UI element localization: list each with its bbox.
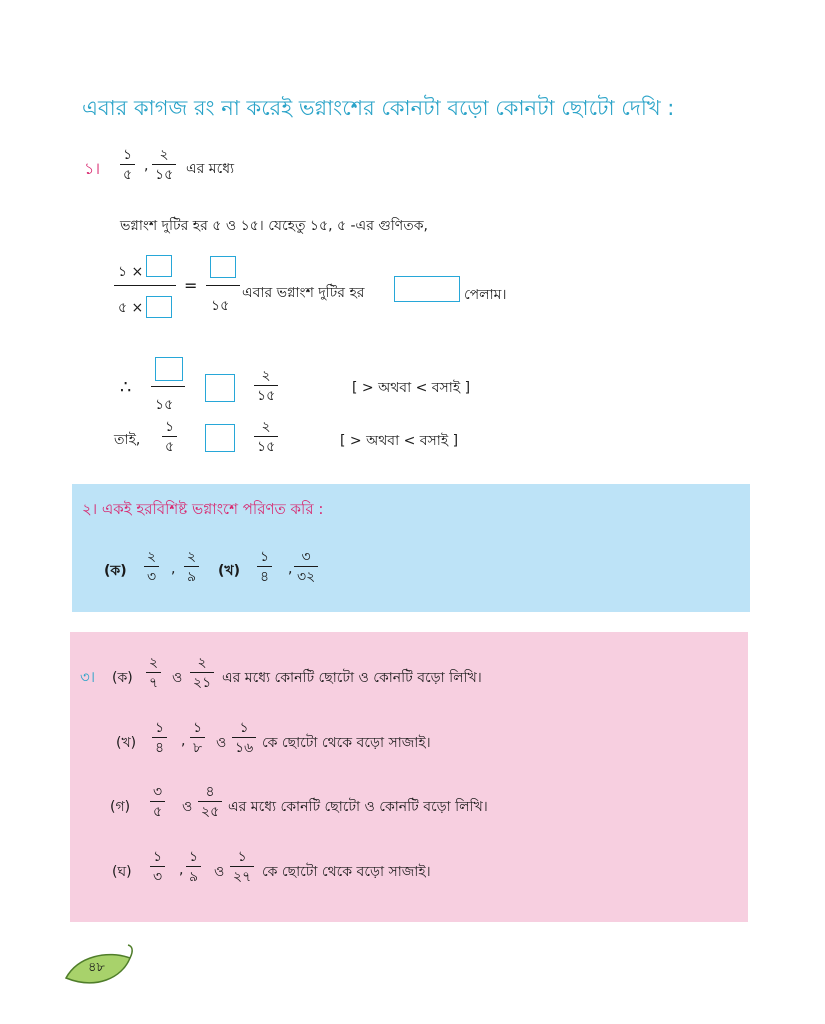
q3-label-ka: (ক) bbox=[112, 670, 133, 686]
comma: , bbox=[181, 733, 186, 749]
numerator: ১ bbox=[189, 849, 199, 865]
section-heading: এবার কাগজ রং না করেই ভগ্নাংশের কোনটা বড়ো কোনটা ছোটো দেখি : bbox=[82, 96, 675, 120]
and-text: ও bbox=[182, 799, 193, 815]
numerator-answer-box[interactable] bbox=[146, 255, 172, 277]
numerator: ১ bbox=[239, 720, 249, 736]
q1-fraction-1 bbox=[120, 148, 135, 182]
denominator: ৯ bbox=[186, 866, 201, 884]
denominator: ১৫ bbox=[152, 164, 176, 182]
denominator: ৮ bbox=[190, 737, 205, 755]
numerator: ২ bbox=[147, 549, 157, 565]
denominator: ২৭ bbox=[230, 866, 254, 884]
fraction-bar bbox=[114, 285, 176, 286]
q3-b-fraction-1 bbox=[152, 721, 167, 755]
instruction-bracket-1: [ > অথবা < বসাই ] bbox=[352, 380, 471, 396]
and-text: ও bbox=[216, 735, 227, 751]
q3-d-fraction-1 bbox=[150, 850, 165, 884]
q3-c-fraction-1 bbox=[150, 785, 165, 819]
numerator: ২ bbox=[187, 549, 197, 565]
q1-among-text: এর মধ্যে bbox=[186, 161, 235, 177]
mult-denominator: ৫ × bbox=[118, 300, 144, 316]
equals-sign: = bbox=[184, 276, 198, 295]
numerator: ১ bbox=[123, 147, 133, 163]
q2-a-fraction-1 bbox=[144, 550, 159, 584]
q3-label-ga: (গ) bbox=[110, 799, 131, 815]
q3-b-fraction-2 bbox=[190, 721, 205, 755]
numerator: ১ bbox=[155, 720, 165, 736]
numerator: ১ bbox=[260, 549, 270, 565]
fraction-bar bbox=[206, 285, 240, 286]
page-number: ৪৮ bbox=[88, 960, 105, 975]
instruction-bracket-2: [ > অথবা < বসাই ] bbox=[340, 433, 459, 449]
q3-d-fraction-3 bbox=[230, 850, 254, 884]
q3-c-fraction-2 bbox=[198, 785, 222, 819]
numerator: ৩ bbox=[153, 784, 163, 800]
numerator: ১ bbox=[193, 720, 203, 736]
comma: , bbox=[144, 158, 149, 174]
denominator: ৩২ bbox=[294, 566, 318, 584]
denominator: ৭ bbox=[146, 672, 161, 690]
therefore-numerator-box[interactable] bbox=[155, 357, 183, 381]
numerator: ৪ bbox=[205, 784, 215, 800]
q3-d-text: কে ছোটো থেকে বড়ো সাজাই। bbox=[262, 864, 431, 880]
fraction-bar bbox=[151, 386, 185, 387]
q3-b-fraction-3 bbox=[232, 721, 256, 755]
denominator: ২৫ bbox=[198, 801, 222, 819]
so-fraction-2 bbox=[254, 420, 278, 454]
q2-title: ২। একই হরবিশিষ্ট ভগ্নাংশে পরিণত করি : bbox=[82, 500, 324, 518]
denominator-answer-box[interactable] bbox=[146, 296, 172, 318]
q1-fraction-2 bbox=[152, 148, 176, 182]
q3-a-fraction-2 bbox=[190, 656, 214, 690]
q3-a-text: এর মধ্যে কোনটি ছোটো ও কোনটি বড়ো লিখি। bbox=[222, 670, 482, 686]
q1-explanation: ভগ্নাংশ দুটির হর ৫ ও ১৫। যেহেতু ১৫, ৫ -এর গুণিতক, bbox=[120, 218, 428, 234]
denominator: ৪ bbox=[257, 566, 272, 584]
result-denominator: ১৫ bbox=[211, 298, 230, 314]
q2-label-ka: (ক) bbox=[104, 563, 127, 579]
therefore-fraction bbox=[254, 369, 278, 403]
numerator: ২ bbox=[261, 368, 271, 384]
q2-b-fraction-2 bbox=[294, 550, 318, 584]
q3-a-fraction-1 bbox=[146, 656, 161, 690]
q3-label-kha: (খ) bbox=[116, 735, 137, 751]
denominator: ১৫ bbox=[254, 385, 278, 403]
and-text: ও bbox=[172, 670, 183, 686]
q1-got-text: পেলাম। bbox=[464, 287, 507, 303]
numerator: ২ bbox=[159, 147, 169, 163]
denominator: ২১ bbox=[190, 672, 214, 690]
numerator: ১ bbox=[165, 419, 175, 435]
common-denominator-box[interactable] bbox=[394, 276, 460, 302]
and-text: ও bbox=[214, 864, 225, 880]
q1-number: ১। bbox=[84, 159, 101, 178]
q3-b-text: কে ছোটো থেকে বড়ো সাজাই। bbox=[262, 735, 431, 751]
q2-label-kha: (খ) bbox=[218, 563, 240, 579]
mult-numerator: ১ × bbox=[118, 264, 144, 280]
denominator: ১৬ bbox=[232, 737, 256, 755]
comma: , bbox=[288, 561, 293, 577]
denominator: ১৫ bbox=[254, 436, 278, 454]
denominator: ৪ bbox=[152, 737, 167, 755]
result-numerator-box[interactable] bbox=[210, 256, 236, 278]
denominator: ৯ bbox=[184, 566, 199, 584]
comma: , bbox=[171, 561, 176, 577]
denominator: ৫ bbox=[120, 164, 135, 182]
numerator: ১ bbox=[153, 849, 163, 865]
q2-b-fraction-1 bbox=[257, 550, 272, 584]
q3-d-fraction-2 bbox=[186, 850, 201, 884]
numerator: ২ bbox=[261, 419, 271, 435]
numerator: ২ bbox=[149, 655, 159, 671]
denominator: ৩ bbox=[144, 566, 159, 584]
so-fraction-1 bbox=[162, 420, 177, 454]
therefore-denominator: ১৫ bbox=[155, 397, 174, 413]
therefore-symbol: ∴ bbox=[120, 377, 132, 398]
so-text: তাই, bbox=[114, 432, 141, 448]
q1-denominator-text: এবার ভগ্নাংশ দুটির হর bbox=[242, 285, 365, 301]
denominator: ৫ bbox=[162, 436, 177, 454]
compare-sign-box-1[interactable] bbox=[205, 374, 235, 402]
q3-label-gha: (ঘ) bbox=[112, 864, 132, 880]
denominator: ৩ bbox=[150, 866, 165, 884]
denominator: ৫ bbox=[150, 801, 165, 819]
numerator: ২ bbox=[197, 655, 207, 671]
comma: , bbox=[179, 862, 184, 878]
q3-c-text: এর মধ্যে কোনটি ছোটো ও কোনটি বড়ো লিখি। bbox=[228, 799, 488, 815]
numerator: ৩ bbox=[301, 549, 311, 565]
q2-a-fraction-2 bbox=[184, 550, 199, 584]
compare-sign-box-2[interactable] bbox=[205, 424, 235, 452]
q3-number: ৩। bbox=[80, 668, 96, 686]
page-number-leaf bbox=[62, 944, 142, 998]
numerator: ১ bbox=[237, 849, 247, 865]
